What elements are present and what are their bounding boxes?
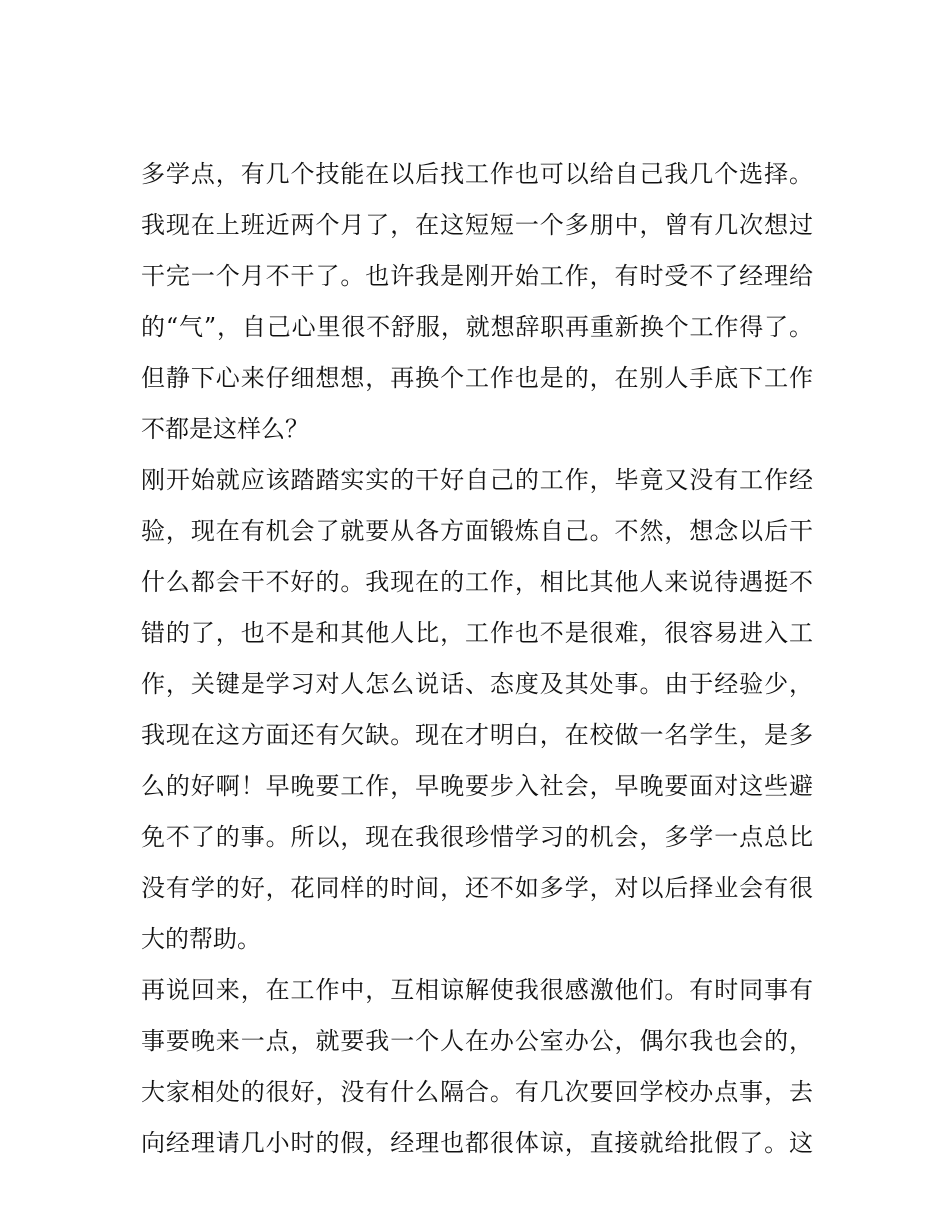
text-line-5: 但静下心来仔细想想，再换个工作也是的，在别人手底下工作 <box>141 364 813 392</box>
text-line-6: 不都是这样么？ <box>141 415 309 443</box>
text-line-1: 多学点，有几个技能在以后找工作也可以给自己我几个选择。 <box>141 160 813 188</box>
text-line-17: 再说回来，在工作中，互相谅解使我很感激他们。有时同事有 <box>141 976 813 1004</box>
text-line-8: 验，现在有机会了就要从各方面锻炼自己。不然，想念以后干 <box>141 517 813 545</box>
text-line-7: 刚开始就应该踏踏实实的干好自己的工作，毕竟又没有工作经 <box>141 466 813 494</box>
text-line-9: 什么都会干不好的。我现在的工作，相比其他人来说待遇挺不 <box>141 568 813 596</box>
text-line-14: 免不了的事。所以，现在我很珍惜学习的机会，多学一点总比 <box>141 823 813 851</box>
body-text <box>141 149 813 1169</box>
text-line-18: 事要晚来一点，就要我一个人在办公室办公，偶尔我也会的， <box>141 1027 813 1055</box>
text-line-20: 向经理请几小时的假，经理也都很体谅，直接就给批假了。这 <box>141 1129 813 1157</box>
text-line-4: 的“气”，自己心里很不舒服，就想辞职再重新换个工作得了。 <box>141 313 813 341</box>
text-line-12: 我现在这方面还有欠缺。现在才明白，在校做一名学生，是多 <box>141 721 813 749</box>
text-line-2: 我现在上班近两个月了，在这短短一个多朋中，曾有几次想过 <box>141 211 813 239</box>
text-line-3: 干完一个月不干了。也许我是刚开始工作，有时受不了经理给 <box>141 262 813 290</box>
text-line-16: 大的帮助。 <box>141 925 261 953</box>
text-line-11: 作，关键是学习对人怎么说话、态度及其处事。由于经验少， <box>141 670 813 698</box>
text-line-13: 么的好啊！早晚要工作，早晚要步入社会，早晚要面对这些避 <box>141 772 813 800</box>
text-line-15: 没有学的好，花同样的时间，还不如多学，对以后择业会有很 <box>141 874 813 902</box>
text-line-10: 错的了，也不是和其他人比，工作也不是很难，很容易进入工 <box>141 619 813 647</box>
text-line-19: 大家相处的很好，没有什么隔合。有几次要回学校办点事，去 <box>141 1078 813 1106</box>
